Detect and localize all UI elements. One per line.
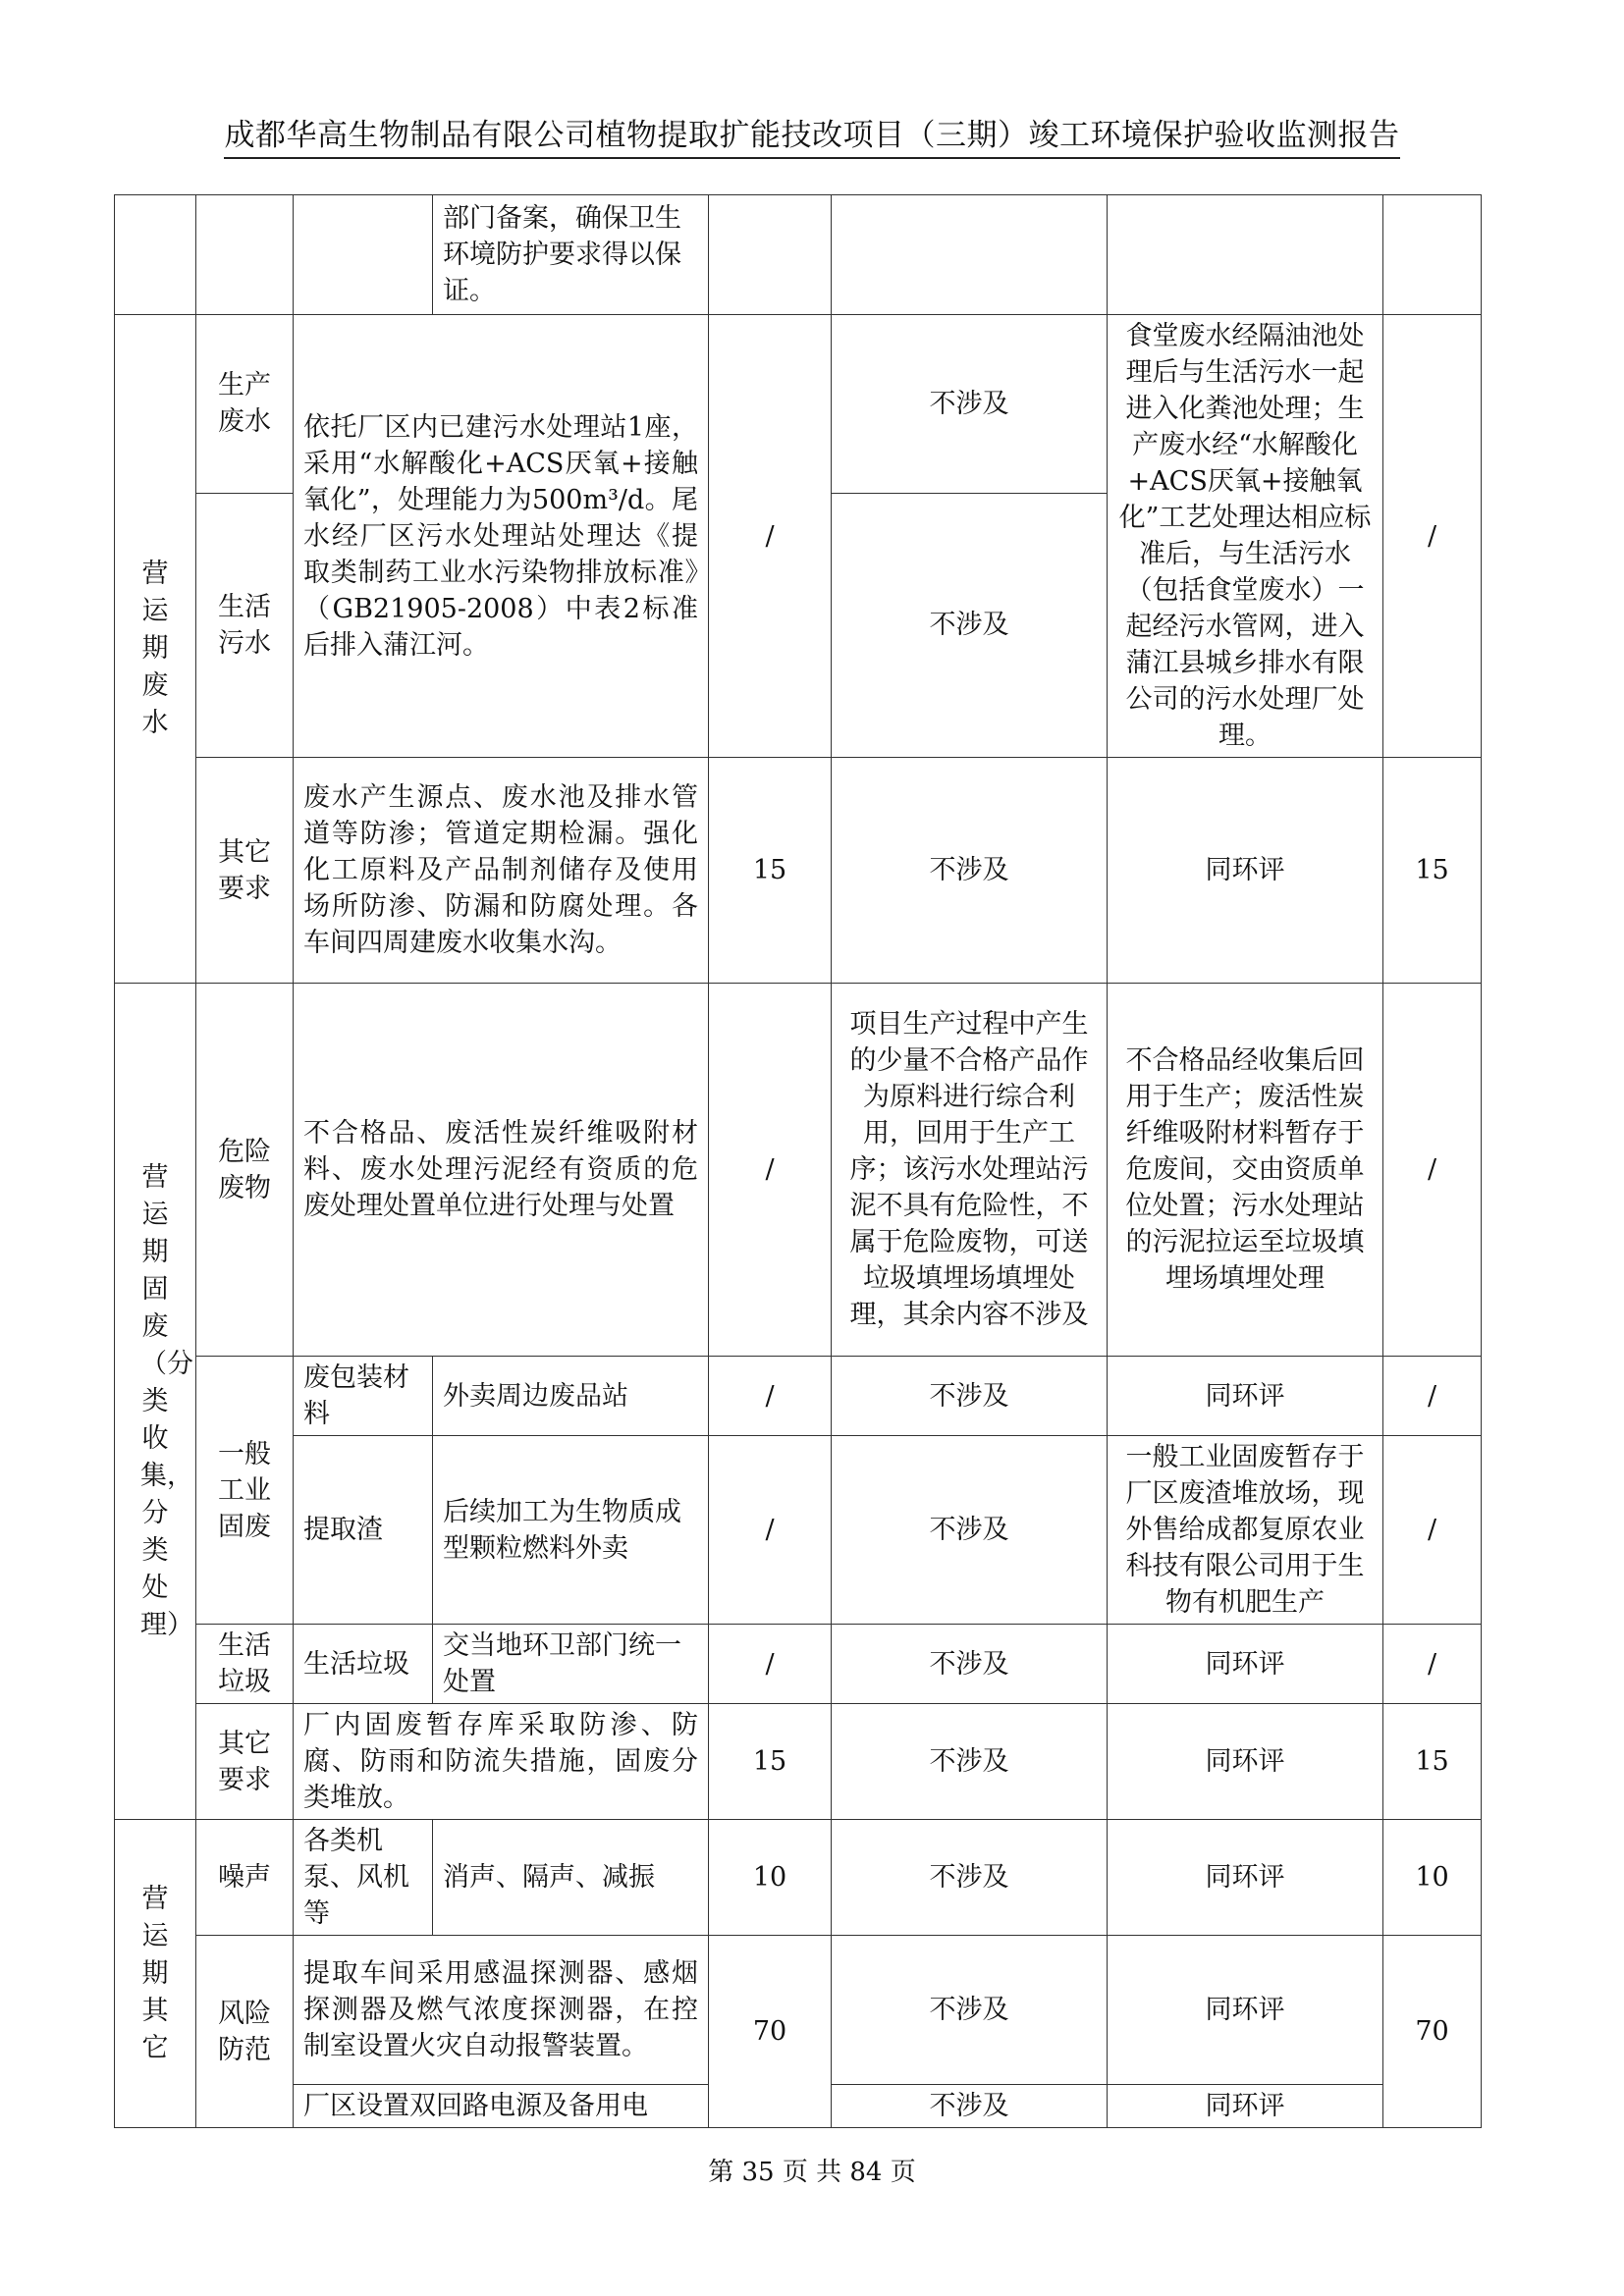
change-solid-waste-other: 不涉及 bbox=[832, 1704, 1108, 1820]
environmental-measures-table bbox=[114, 194, 1482, 2128]
actual-investment-risk-prevention: 70 bbox=[1383, 1936, 1482, 2128]
item-domestic-garbage: 生活垃圾 bbox=[294, 1625, 433, 1704]
table-row-wastewater-other bbox=[115, 758, 1482, 984]
change-production-wastewater: 不涉及 bbox=[832, 315, 1108, 494]
actual-hazardous-waste: 不合格品经收集后回用于生产；废活性炭纤维吸附材料暂存于危废间，交由资质单位处置；污水处理站的污泥拉运至垃圾填埋场填埋处理 bbox=[1108, 984, 1383, 1357]
change-noise: 不涉及 bbox=[832, 1820, 1108, 1936]
investment-extraction-residue: / bbox=[709, 1436, 832, 1625]
actual-investment-solid-waste-other: 15 bbox=[1383, 1704, 1482, 1820]
label-solid-waste-other: 其它要求 bbox=[196, 1704, 294, 1820]
table-row-continuation bbox=[115, 195, 1482, 315]
table-row-risk-prevention bbox=[115, 1936, 1482, 2085]
cell-empty bbox=[1108, 195, 1383, 315]
investment-solid-waste-other: 15 bbox=[709, 1704, 832, 1820]
label-risk-prevention: 风险防范 bbox=[196, 1936, 294, 2128]
label-wastewater-other: 其它要求 bbox=[196, 758, 294, 984]
actual-investment-packaging-waste: / bbox=[1383, 1357, 1482, 1436]
item-extraction-residue: 提取渣 bbox=[294, 1436, 433, 1625]
measure-noise: 消声、隔声、减振 bbox=[433, 1820, 709, 1936]
actual-investment-wastewater-other: 15 bbox=[1383, 758, 1482, 984]
measure-risk-prevention-1: 提取车间采用感温探测器、感烟探测器及燃气浓度探测器，在控制室设置火灾自动报警装置。 bbox=[294, 1936, 709, 2085]
investment-hazardous-waste: / bbox=[709, 984, 832, 1357]
investment-wastewater-other: 15 bbox=[709, 758, 832, 984]
measure-wastewater-treatment: 依托厂区内已建污水处理站1座，采用“水解酸化+ACS厌氧+接触氧化”，处理能力为500m³/d。尾水经厂区污水处理站处理达《提取类制药工业水污染物排放标准》（GB21905-2008）中表2标准后排入蒲江河。 bbox=[294, 315, 709, 758]
change-risk-prevention-2: 不涉及 bbox=[832, 2085, 1108, 2128]
table-row-hazardous-waste bbox=[115, 984, 1482, 1357]
cell-empty bbox=[294, 195, 433, 315]
label-domestic-garbage: 生活垃圾 bbox=[196, 1625, 294, 1704]
actual-investment-noise: 10 bbox=[1383, 1820, 1482, 1936]
table-row-production-wastewater bbox=[115, 315, 1482, 494]
investment-domestic-garbage: / bbox=[709, 1625, 832, 1704]
actual-extraction-residue: 一般工业固废暂存于厂区废渣堆放场，现外售给成都复原农业科技有限公司用于生物有机肥生产 bbox=[1108, 1436, 1383, 1625]
label-noise: 噪声 bbox=[196, 1820, 294, 1936]
table-row-packaging-waste bbox=[115, 1357, 1482, 1436]
actual-risk-prevention-1: 同环评 bbox=[1108, 1936, 1383, 2085]
actual-investment-hazardous-waste: / bbox=[1383, 984, 1482, 1357]
actual-domestic-garbage: 同环评 bbox=[1108, 1625, 1383, 1704]
investment-risk-prevention: 70 bbox=[709, 1936, 832, 2128]
investment-wastewater: / bbox=[709, 315, 832, 758]
label-domestic-wastewater: 生活污水 bbox=[196, 493, 294, 757]
change-hazardous-waste: 项目生产过程中产生的少量不合格产品作为原料进行综合利用，回用于生产工序；该污水处理站污泥不具有危险性，不属于危险废物，可送垃圾填埋场填埋处理，其余内容不涉及 bbox=[832, 984, 1108, 1357]
label-general-industrial-waste: 一般工业固废 bbox=[196, 1357, 294, 1625]
actual-wastewater: 食堂废水经隔油池处理后与生活污水一起进入化粪池处理；生产废水经“水解酸化+ACS厌氧+接触氧化”工艺处理达相应标准后，与生活污水（包括食堂废水）一起经污水管网，进入蒲江县城乡排水有限公司的污水处理厂处理。 bbox=[1108, 315, 1383, 758]
table-row-domestic-garbage bbox=[115, 1625, 1482, 1704]
cell-empty bbox=[709, 195, 832, 315]
page-header-title: 成都华高生物制品有限公司植物提取扩能技改项目（三期）竣工环境保护验收监测报告 bbox=[224, 118, 1400, 153]
item-packaging-waste: 废包装材料 bbox=[294, 1357, 433, 1436]
table-row-noise bbox=[115, 1820, 1482, 1936]
actual-noise: 同环评 bbox=[1108, 1820, 1383, 1936]
change-wastewater-other: 不涉及 bbox=[832, 758, 1108, 984]
cell-empty bbox=[196, 195, 294, 315]
change-domestic-garbage: 不涉及 bbox=[832, 1625, 1108, 1704]
actual-risk-prevention-2: 同环评 bbox=[1108, 2085, 1383, 2128]
cell-empty bbox=[115, 195, 196, 315]
label-hazardous-waste: 危险废物 bbox=[196, 984, 294, 1357]
change-domestic-wastewater: 不涉及 bbox=[832, 493, 1108, 757]
actual-solid-waste-other: 同环评 bbox=[1108, 1704, 1383, 1820]
category-operation-other: 营运期其它 bbox=[115, 1820, 196, 2128]
cell-empty bbox=[832, 195, 1108, 315]
header-rule bbox=[224, 157, 1400, 159]
actual-investment-domestic-garbage: / bbox=[1383, 1625, 1482, 1704]
cell-empty bbox=[1383, 195, 1482, 315]
category-operation-wastewater: 营运期废水 bbox=[115, 315, 196, 984]
actual-wastewater-other: 同环评 bbox=[1108, 758, 1383, 984]
measure-wastewater-other: 废水产生源点、废水池及排水管道等防渗；管道定期检漏。强化化工原料及产品制剂储存及使用场所防渗、防漏和防腐处理。各车间四周建废水收集水沟。 bbox=[294, 758, 709, 984]
source-noise: 各类机泵、风机等 bbox=[294, 1820, 433, 1936]
change-extraction-residue: 不涉及 bbox=[832, 1436, 1108, 1625]
table-row-extraction-residue bbox=[115, 1436, 1482, 1625]
change-packaging-waste: 不涉及 bbox=[832, 1357, 1108, 1436]
page-number-footer: 第 35 页 共 84 页 bbox=[708, 2158, 916, 2187]
measure-extraction-residue: 后续加工为生物质成型颗粒燃料外卖 bbox=[433, 1436, 709, 1625]
label-production-wastewater: 生产废水 bbox=[196, 315, 294, 494]
actual-packaging-waste: 同环评 bbox=[1108, 1357, 1383, 1436]
measure-domestic-garbage: 交当地环卫部门统一处置 bbox=[433, 1625, 709, 1704]
measure-hazardous-waste: 不合格品、废活性炭纤维吸附材料、废水处理污泥经有资质的危废处理处置单位进行处理与处置 bbox=[294, 984, 709, 1357]
change-risk-prevention-1: 不涉及 bbox=[832, 1936, 1108, 2085]
measure-packaging-waste: 外卖周边废品站 bbox=[433, 1357, 709, 1436]
table-row-solid-waste-other bbox=[115, 1704, 1482, 1820]
category-operation-solid-waste: 营运期固废（分类收集，分类处理） bbox=[115, 984, 196, 1820]
measure-solid-waste-other: 厂内固废暂存库采取防渗、防腐、防雨和防流失措施，固废分类堆放。 bbox=[294, 1704, 709, 1820]
investment-noise: 10 bbox=[709, 1820, 832, 1936]
actual-investment-extraction-residue: / bbox=[1383, 1436, 1482, 1625]
measure-risk-prevention-2: 厂区设置双回路电源及备用电 bbox=[294, 2085, 709, 2128]
actual-investment-wastewater: / bbox=[1383, 315, 1482, 758]
investment-packaging-waste: / bbox=[709, 1357, 832, 1436]
cell-measure-continuation: 部门备案，确保卫生环境防护要求得以保证。 bbox=[433, 195, 709, 315]
